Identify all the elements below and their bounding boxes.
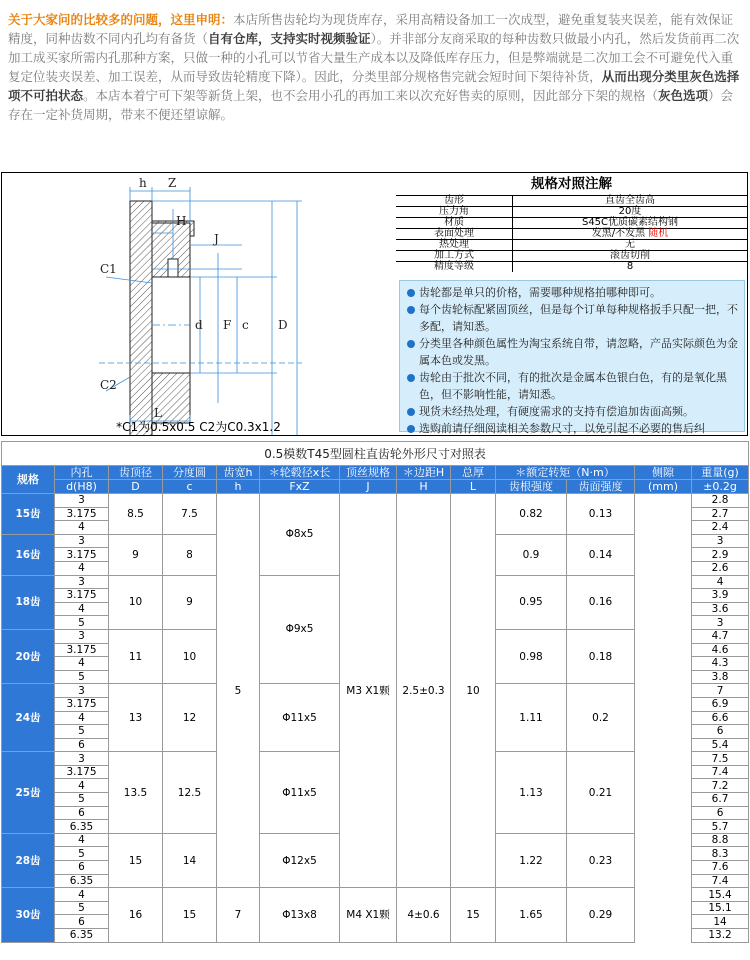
header-hub: ＊轮毂径x长 <box>260 466 340 480</box>
bore-cell: 3 <box>55 684 109 698</box>
tip-diameter-cell: 13 <box>109 684 163 752</box>
spec-cell: 24齿 <box>2 684 55 752</box>
note-item: 每个齿轮标配紧固顶丝，但是每个订单每种规格扳手只配一把，不多配，请知悉。 <box>406 301 738 335</box>
weight-cell: 2.9 <box>692 548 749 562</box>
weight-cell: 15.1 <box>692 901 749 915</box>
header-pitch: 分度圆 <box>163 466 217 480</box>
root-strength-cell: 0.95 <box>496 575 567 629</box>
bore-cell: 4 <box>55 521 109 535</box>
bore-cell: 4 <box>55 561 109 575</box>
root-strength-cell: 1.13 <box>496 752 567 834</box>
dim-label-d: d <box>195 318 203 332</box>
bore-cell: 5 <box>55 616 109 630</box>
notice-text-2: ）。并非部分友商采取的每种齿数只做最小内孔，然后发货前再二次加工成买家所需内孔那种方案，只做一种的小孔可以节省大量生产成本以及降低库存压力，但是弊端就是二次加工会不可避免代入重复定位装夹误差、加工误差，从而导致齿轮精度下降）。因此，分类里部分规格售完就会短时间下架待补货， <box>8 31 740 84</box>
weight-cell: 4.6 <box>692 643 749 657</box>
dimension-lines <box>99 187 302 435</box>
tip-diameter-cell: 16 <box>109 888 163 942</box>
weight-cell: 4 <box>692 575 749 589</box>
weight-cell: 6.9 <box>692 697 749 711</box>
bore-cell: 3 <box>55 629 109 643</box>
bore-cell: 3 <box>55 534 109 548</box>
bullet-icon <box>407 306 415 314</box>
subheader-weight: ±0.2g <box>692 480 749 494</box>
weight-cell: 5.4 <box>692 738 749 752</box>
tip-diameter-cell: 11 <box>109 629 163 683</box>
total-thickness-cell: 10 <box>451 494 496 888</box>
bullet-icon <box>407 340 415 348</box>
face-strength-cell: 0.29 <box>567 888 635 942</box>
screw-cell: M4 X1颗 <box>340 888 397 942</box>
spec-section <box>1 172 748 436</box>
bore-cell: 6 <box>55 861 109 875</box>
spec-cell: 18齿 <box>2 575 55 629</box>
weight-cell: 8.3 <box>692 847 749 861</box>
edge-cell: 2.5±0.3 <box>397 494 451 888</box>
bore-cell: 5 <box>55 847 109 861</box>
pitch-diameter-cell: 14 <box>163 833 217 887</box>
weight-cell: 8.8 <box>692 833 749 847</box>
gear-drawing <box>2 173 395 435</box>
spec-row: 精度等级 8 <box>396 262 747 272</box>
spec-row: 齿形 直齿全齿高 <box>396 196 747 207</box>
bore-cell: 3 <box>55 752 109 766</box>
weight-cell: 2.8 <box>692 494 749 508</box>
pitch-diameter-cell: 7.5 <box>163 494 217 535</box>
spec-row: 热处理 无 <box>396 240 747 251</box>
screw-cell: M3 X1颗 <box>340 494 397 888</box>
subheader-bore: d(H8) <box>55 480 109 494</box>
hub-cell: Φ11x5 <box>260 684 340 752</box>
spec-cell: 15齿 <box>2 494 55 535</box>
dim-label-c: c <box>242 318 249 332</box>
backlash-cell <box>635 494 692 943</box>
weight-cell: 3 <box>692 616 749 630</box>
header-edge: ＊边距H <box>397 466 451 480</box>
weight-cell: 6 <box>692 725 749 739</box>
weight-cell: 7 <box>692 684 749 698</box>
weight-cell: 3.9 <box>692 589 749 603</box>
subheader-hub: FxZ <box>260 480 340 494</box>
subheader-edge: H <box>397 480 451 494</box>
bore-cell: 3.175 <box>55 548 109 562</box>
face-strength-cell: 0.18 <box>567 629 635 683</box>
face-strength-cell: 0.23 <box>567 833 635 887</box>
subheader-backlash: (mm) <box>635 480 692 494</box>
bore-cell: 6 <box>55 738 109 752</box>
weight-cell: 15.4 <box>692 888 749 902</box>
face-strength-cell: 0.13 <box>567 494 635 535</box>
spec-cell: 25齿 <box>2 752 55 834</box>
weight-cell: 3.6 <box>692 602 749 616</box>
weight-cell: 3.8 <box>692 670 749 684</box>
bore-cell: 4 <box>55 779 109 793</box>
face-strength-cell: 0.21 <box>567 752 635 834</box>
store-notice <box>8 10 744 124</box>
weight-cell: 4.7 <box>692 629 749 643</box>
note-item: 齿轮由于批次不同，有的批次是金属本色银白色，有的是氧化黑色，但不影响性能，请知悉。 <box>406 369 738 403</box>
gear-body <box>130 201 190 435</box>
weight-cell: 7.6 <box>692 861 749 875</box>
face-strength-cell: 0.14 <box>567 534 635 575</box>
spec-table <box>396 173 747 276</box>
bore-cell: 3.175 <box>55 697 109 711</box>
weight-cell: 4.3 <box>692 657 749 671</box>
bore-cell: 6.35 <box>55 874 109 888</box>
weight-cell: 3 <box>692 534 749 548</box>
bore-cell: 5 <box>55 901 109 915</box>
table-body <box>2 442 749 943</box>
bore-cell: 6 <box>55 806 109 820</box>
chamfer-caption: *C1为0.5x0.5 C2为C0.3x1.2 <box>116 420 281 434</box>
weight-cell: 7.5 <box>692 752 749 766</box>
header-total: 总厚 <box>451 466 496 480</box>
total-thickness-cell: 15 <box>451 888 496 942</box>
bullet-icon <box>407 374 415 382</box>
subheader-tip: D <box>109 480 163 494</box>
root-strength-cell: 0.82 <box>496 494 567 535</box>
weight-cell: 7.4 <box>692 874 749 888</box>
weight-cell: 14 <box>692 915 749 929</box>
hub-cell: Φ9x5 <box>260 575 340 684</box>
subheader-screw: J <box>340 480 397 494</box>
spec-title: 规格对照注解 <box>396 173 747 196</box>
header-bore: 内孔 <box>55 466 109 480</box>
bore-cell: 6.35 <box>55 929 109 943</box>
bore-cell: 5 <box>55 793 109 807</box>
spec-cell: 30齿 <box>2 888 55 942</box>
pitch-diameter-cell: 12 <box>163 684 217 752</box>
notice-text-4: ）会存在一定补货周期，带来不便还望谅解。 <box>8 88 734 122</box>
edge-cell: 4±0.6 <box>397 888 451 942</box>
subheader-pitch: c <box>163 480 217 494</box>
random-tag: 随机 <box>648 228 669 239</box>
pitch-diameter-cell: 12.5 <box>163 752 217 834</box>
bore-cell: 5 <box>55 725 109 739</box>
notice-lead: 关于大家问的比较多的问题，这里申明： <box>8 12 234 27</box>
weight-cell: 6.7 <box>692 793 749 807</box>
subheader-total: L <box>451 480 496 494</box>
pitch-diameter-cell: 15 <box>163 888 217 942</box>
header-tip: 齿顶径 <box>109 466 163 480</box>
dim-label-j: J <box>214 232 219 246</box>
bore-cell: 4 <box>55 888 109 902</box>
pitch-diameter-cell: 8 <box>163 534 217 575</box>
root-strength-cell: 0.9 <box>496 534 567 575</box>
weight-cell: 2.6 <box>692 561 749 575</box>
table-title: 0.5模数T45型圆柱直齿轮外形尺寸对照表 <box>2 442 749 466</box>
note-item: 分类里各种颜色属性为淘宝系统自带，请忽略，产品实际颜色为金属本色或发黑。 <box>406 335 738 369</box>
root-strength-cell: 0.98 <box>496 629 567 683</box>
hub-cell: Φ12x5 <box>260 833 340 887</box>
dim-label-hh: H <box>176 214 187 228</box>
tip-diameter-cell: 15 <box>109 833 163 887</box>
bore-cell: 6 <box>55 915 109 929</box>
table-row <box>2 494 749 508</box>
note-item: 齿轮都是单只的价格，需要哪种规格拍哪种即可。 <box>406 284 738 301</box>
weight-cell: 7.4 <box>692 765 749 779</box>
dim-label-h: h <box>139 176 147 190</box>
dim-label-c2: C2 <box>100 378 117 392</box>
dimension-table <box>1 441 749 943</box>
face-strength-cell: 0.2 <box>567 684 635 752</box>
subheader-face: 齿面强度 <box>567 480 635 494</box>
bore-cell: 3.175 <box>55 765 109 779</box>
bore-cell: 4 <box>55 833 109 847</box>
notice-text-3: 。本店本着宁可下架等新货上架，也不会用小孔的再加工来以次充好售卖的原则，因此部分下架的规格（ <box>83 88 659 103</box>
weight-cell: 2.7 <box>692 507 749 521</box>
root-strength-cell: 1.22 <box>496 833 567 887</box>
dim-label-z: Z <box>168 176 177 190</box>
hub-cell: Φ11x5 <box>260 752 340 834</box>
pitch-diameter-cell: 9 <box>163 575 217 629</box>
note-item: 选购前请仔细阅读相关参数尺寸，以免引起不必要的售后纠 <box>406 420 738 437</box>
dim-label-c1: C1 <box>100 262 117 276</box>
tip-diameter-cell: 8.5 <box>109 494 163 535</box>
bore-cell: 3.175 <box>55 643 109 657</box>
notice-bold-2: 从而出现分类里灰色选择项不可拍状态 <box>8 69 740 103</box>
bore-cell: 3 <box>55 494 109 508</box>
subheader-width: h <box>217 480 260 494</box>
notice-bold-3: 灰色选项 <box>658 88 709 103</box>
notice-text-1: 本店所售齿轮均为现货库存，采用高精设备加工一次成型，避免重复装夹误差，能有效保证精度，同种齿数不同内孔均有备货（ <box>8 12 734 46</box>
notes-box <box>399 280 745 435</box>
header-screw: 顶丝规格 <box>340 466 397 480</box>
spec-cell: 20齿 <box>2 629 55 683</box>
spec-row: 加工方式 滚齿切削 <box>396 251 747 262</box>
bore-cell: 4 <box>55 711 109 725</box>
header-backlash: 侧隙 <box>635 466 692 480</box>
bore-cell: 3 <box>55 575 109 589</box>
header-width: 齿宽h <box>217 466 260 480</box>
root-strength-cell: 1.65 <box>496 888 567 942</box>
note-item: 现货未经热处理，有硬度需求的支持有偿追加齿面高频。 <box>406 403 738 420</box>
bore-cell: 3.175 <box>55 589 109 603</box>
header-torque: ＊额定转矩（N·m） <box>496 466 635 480</box>
bore-cell: 6.35 <box>55 820 109 834</box>
notice-bold-1: 自有仓库，支持实时视频验证 <box>208 31 371 46</box>
hub-cell: Φ8x5 <box>260 494 340 576</box>
bore-cell: 3.175 <box>55 507 109 521</box>
tip-diameter-cell: 9 <box>109 534 163 575</box>
weight-cell: 6 <box>692 806 749 820</box>
pitch-diameter-cell: 10 <box>163 629 217 683</box>
bore-cell: 4 <box>55 657 109 671</box>
subheader-root: 齿根强度 <box>496 480 567 494</box>
root-strength-cell: 1.11 <box>496 684 567 752</box>
bullet-icon <box>407 408 415 416</box>
weight-cell: 13.2 <box>692 929 749 943</box>
width-cell: 5 <box>217 494 260 888</box>
header-weight: 重量(g) <box>692 466 749 480</box>
hub-cell: Φ13x8 <box>260 888 340 942</box>
bore-cell: 5 <box>55 670 109 684</box>
tip-diameter-cell: 10 <box>109 575 163 629</box>
dim-label-l: L <box>154 406 162 420</box>
spec-cell: 16齿 <box>2 534 55 575</box>
bore-cell: 4 <box>55 602 109 616</box>
weight-cell: 2.4 <box>692 521 749 535</box>
spec-row: 压力角 20度 <box>396 207 747 218</box>
spec-row: 表面处理 发黑/不发黑 随机 <box>396 229 747 240</box>
bullet-icon <box>407 289 415 297</box>
header-spec: 规格 <box>2 466 55 494</box>
weight-cell: 7.2 <box>692 779 749 793</box>
dim-label-dd: D <box>278 318 288 332</box>
width-cell: 7 <box>217 888 260 942</box>
weight-cell: 5.7 <box>692 820 749 834</box>
bullet-icon <box>407 425 415 433</box>
spec-cell: 28齿 <box>2 833 55 887</box>
dim-label-f: F <box>223 318 232 332</box>
spec-row: 材质 S45C优质碳素结构钢 <box>396 218 747 229</box>
face-strength-cell: 0.16 <box>567 575 635 629</box>
weight-cell: 6.6 <box>692 711 749 725</box>
tip-diameter-cell: 13.5 <box>109 752 163 834</box>
